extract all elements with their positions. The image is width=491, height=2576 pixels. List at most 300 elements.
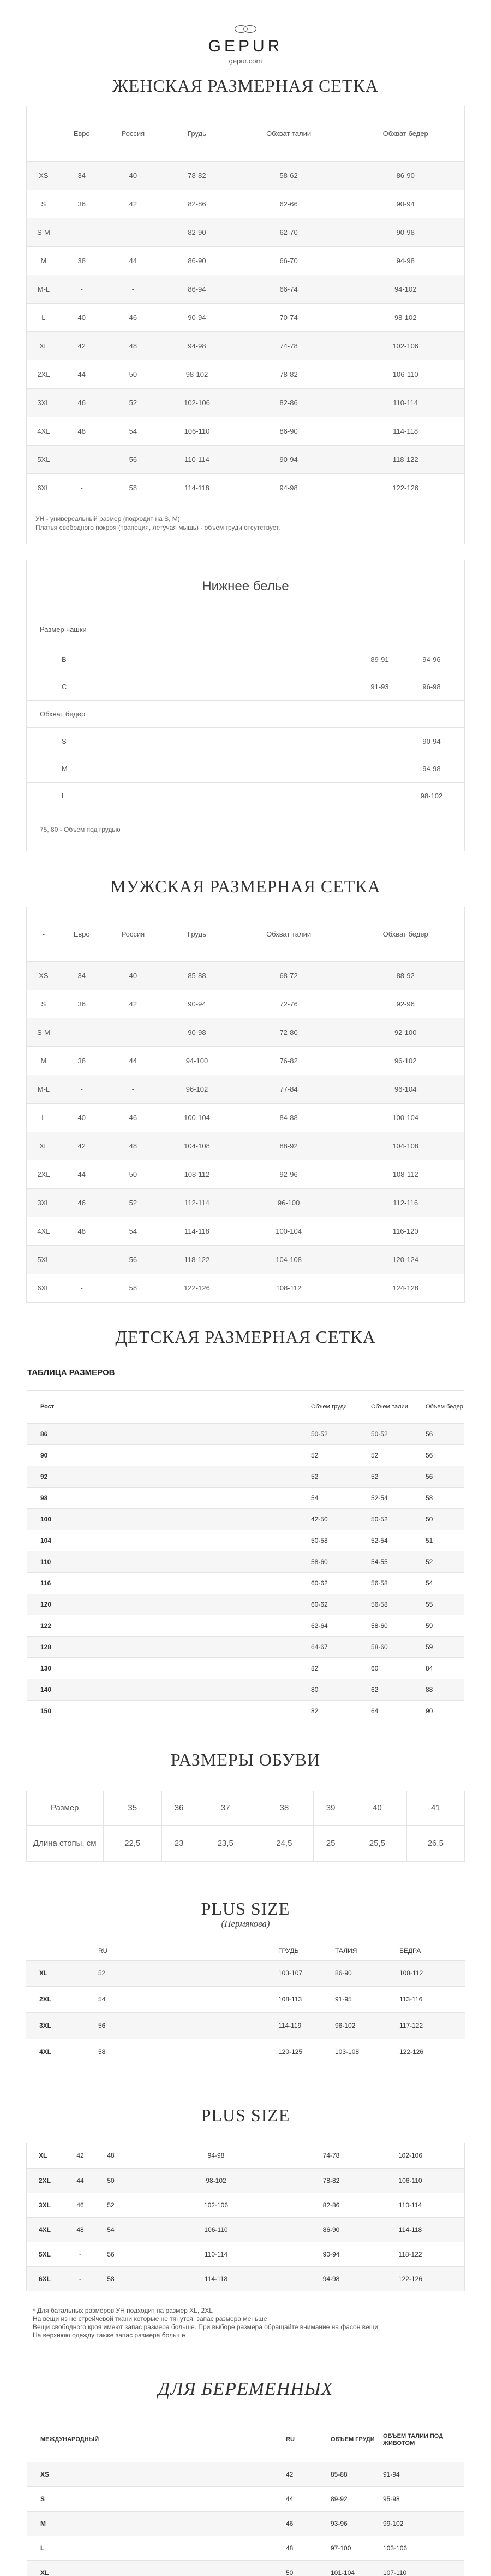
kids-subtitle: ТАБЛИЦА РАЗМЕРОВ [27,1367,115,1377]
table-row [27,1487,464,1508]
table-row [27,473,464,502]
table-cell: - [103,1075,163,1104]
table-cell: 82-86 [306,2193,356,2217]
table-cell: - [65,2266,95,2291]
table-cell: 120-124 [346,1246,464,1274]
table-cell: 74-78 [322,2152,340,2160]
pregnant-size-table [27,2418,464,2576]
table-cell: 56 [426,1444,464,1466]
table-cell: M-L [27,275,61,303]
table-cell: 95-98 [383,2486,464,2511]
table-cell: 94-96 [399,646,464,673]
table-cell: 3XL [27,2193,65,2217]
table-cell: 86-90 [346,161,464,190]
table-cell: 93-96 [331,2511,383,2536]
table-cell: 35 [103,1791,162,1825]
table-cell: 6XL [27,2266,65,2291]
shoes-size-table [26,1791,465,1862]
table-row [26,1986,465,2012]
table-cell: 66-74 [231,275,347,303]
table-cell: 34 [61,962,103,990]
table-row [27,646,464,673]
table-cell: 59 [426,1636,464,1657]
table-cell: 112-116 [346,1189,464,1217]
table-cell: 94-102 [346,275,464,303]
table-cell: 4XL [27,417,61,445]
table-row [27,2560,464,2576]
table-cell: 108-112 [346,1160,464,1189]
table-cell: 104 [27,1530,311,1551]
table-cell: 150 [27,1700,311,1721]
table-row [27,2168,464,2193]
table-cell: 46 [61,1189,103,1217]
table-cell: 52-54 [371,1530,426,1551]
table-row [27,331,464,360]
table-cell: 54 [95,2217,126,2242]
women-header-row [27,106,464,161]
table-cell: XL [27,2560,286,2576]
brand-header [0,0,491,65]
table-cell: 52 [371,1466,426,1487]
table-cell: 5XL [27,445,61,473]
table-cell: 98-102 [126,2168,306,2193]
col-header: Грудь [188,929,206,938]
col-header: RU [286,2436,295,2443]
table-cell: 82-86 [163,190,231,218]
table-cell: 94-98 [399,755,464,783]
table-cell: 54 [98,1986,278,2012]
kids-size-table [27,1368,464,1722]
table-cell: 48 [103,331,163,360]
table-cell: 107-110 [383,2560,464,2576]
table-cell: 34 [61,161,103,190]
table-cell: 90 [426,1700,464,1721]
note-line: * Для батальных размеров УН подходит на размер XL, 2XL [33,2307,213,2314]
col-header: Россия [121,929,145,938]
table-row [27,1018,464,1047]
table-cell: 94-100 [163,1047,231,1075]
table-cell: 24,5 [255,1825,314,1861]
table-cell: 58 [426,1487,464,1508]
table-cell: 82 [311,1657,371,1679]
table-cell: 118-122 [346,445,464,473]
table-row [27,2217,464,2242]
table-cell: 100 [27,1508,311,1530]
table-cell: 50-52 [371,1423,426,1444]
table-cell [26,1941,98,1960]
women-size-table [26,106,465,544]
table-row [27,1657,464,1679]
table-cell: 90-94 [399,728,464,755]
table-cell: S-M [27,218,61,246]
table-row [27,360,464,388]
table-cell: 106-110 [346,360,464,388]
table-cell: 25 [314,1825,348,1861]
table-cell: 98 [27,1487,311,1508]
plus-size-2-title: PLUS SIZE [201,2105,290,2125]
table-cell: 84-88 [231,1104,347,1132]
table-cell: 106-110 [163,417,231,445]
table-cell: 82 [311,1700,371,1721]
women-note [27,502,464,544]
table-cell: 108-112 [399,1960,465,1986]
table-row [27,1508,464,1530]
table-cell: 74-78 [231,331,347,360]
table-row [26,1960,465,1986]
table-cell: 40 [103,161,163,190]
table-cell: 48 [286,2536,331,2560]
table-cell: - [103,1018,163,1047]
table-cell: 50 [426,1508,464,1530]
table-row [27,303,464,331]
table-cell: L [27,1104,61,1132]
table-cell: 2XL [27,1160,61,1189]
table-row [26,2012,465,2039]
table-row [27,728,464,755]
table-cell: 100-104 [231,1217,347,1246]
table-cell: 104-108 [346,1132,464,1160]
table-cell: 23,5 [196,1825,255,1861]
table-cell: 91-93 [361,673,399,701]
hips-label: Обхват бедер [27,701,361,728]
table-cell: 38 [255,1791,314,1825]
table-cell: 41 [406,1791,464,1825]
table-cell: 48 [61,417,103,445]
table-cell: 62-64 [311,1615,371,1636]
table-row [27,1530,464,1551]
brand-name: GEPUR [208,37,283,55]
table-cell: S [27,2486,286,2511]
table-cell: M [27,2511,286,2536]
table-cell: M-L [27,1075,61,1104]
table-cell: 56 [95,2242,126,2266]
table-cell: XL [26,1960,98,1986]
table-row [27,1104,464,1132]
table-row [27,1636,464,1657]
table-cell: 90-98 [346,218,464,246]
col-header: RU [98,1946,108,1955]
table-cell: 64 [371,1700,426,1721]
underwear-title: Нижнее белье [202,579,289,594]
table-row [27,1700,464,1721]
note-line: Платья свободного покроя (трапеция, летучая мышь) - объем груди отсутствует. [35,524,280,531]
table-cell: 92 [27,1466,311,1487]
table-cell: 102-106 [163,388,231,417]
brand-url[interactable]: gepur.com [229,57,262,65]
table-cell: L [27,783,361,810]
col-header: Обхват бедер [382,129,428,138]
table-cell: XL [39,2152,47,2160]
table-cell: 52 [311,1444,371,1466]
table-cell: 37 [196,1791,255,1825]
men-title: МУЖСКАЯ РАЗМЕРНАЯ СЕТКА [110,876,381,896]
table-row [27,2266,464,2291]
table-cell: 40 [103,962,163,990]
table-cell: 48 [61,1217,103,1246]
table-cell: 122-126 [399,2039,465,2065]
note-line: На вещи из не стрейчевой ткани которые не тянутся, запас размера меньше [33,2315,267,2323]
table-cell: 58-60 [311,1551,371,1572]
table-cell: 120 [27,1594,311,1615]
table-cell: 52 [426,1551,464,1572]
col-header: Рост [27,1390,311,1423]
table-cell: 72-80 [231,1018,347,1047]
table-cell: 110 [27,1551,311,1572]
table-cell: 88 [426,1679,464,1700]
table-cell: 108-112 [163,1160,231,1189]
table-row [27,1615,464,1636]
table-row [27,2193,464,2217]
table-cell: 36 [162,1791,196,1825]
table-cell: 50-52 [311,1423,371,1444]
table-cell: 89-91 [361,646,399,673]
table-cell: 44 [103,246,163,275]
table-row [27,1132,464,1160]
table-cell: 59 [426,1615,464,1636]
table-cell: 46 [286,2511,331,2536]
table-cell: XL [27,1132,61,1160]
table-cell: 62 [371,1679,426,1700]
table-cell: 66-70 [231,246,347,275]
table-cell: 40 [61,303,103,331]
table-row [27,990,464,1018]
table-cell: 122-126 [163,1274,231,1302]
col-header: ОБЪЕМ ТАЛИИ ПОД ЖИВОТОМ [383,2432,444,2447]
plus-size-table [26,1941,465,2065]
table-cell: S [27,190,61,218]
table-cell: 85-88 [331,2462,383,2486]
table-cell: 51 [426,1530,464,1551]
table-cell: 2XL [27,2168,65,2193]
women-title: ЖЕНСКАЯ РАЗМЕРНАЯ СЕТКА [112,76,379,96]
table-row [27,1047,464,1075]
table-cell: 76-82 [231,1047,347,1075]
table-cell: 122 [27,1615,311,1636]
table-row [27,1444,464,1466]
table-cell: 124-128 [346,1274,464,1302]
table-cell: 98-102 [399,783,464,810]
table-cell: 42 [61,331,103,360]
table-cell: 62-70 [231,218,347,246]
table-cell: 52 [371,1444,426,1466]
table-cell: 46 [103,303,163,331]
table-cell: 54-55 [371,1551,426,1572]
table-cell: 42 [61,1132,103,1160]
table-cell: - [61,1075,103,1104]
table-cell: 3XL [26,2012,98,2039]
men-header-row [27,907,464,962]
table-row [27,246,464,275]
table-cell: 3XL [27,1189,61,1217]
table-cell: S [27,990,61,1018]
table-row [27,218,464,246]
table-cell: 60-62 [311,1572,371,1594]
table-cell: 96-100 [231,1189,347,1217]
table-cell: 106-110 [356,2168,464,2193]
table-cell: 56 [426,1423,464,1444]
table-row [27,673,464,701]
table-row [27,190,464,218]
table-cell: 58-60 [371,1615,426,1636]
table-cell: 36 [61,190,103,218]
table-cell: 55 [426,1594,464,1615]
table-row [27,161,464,190]
table-cell: 86-90 [163,246,231,275]
table-cell: 52-54 [371,1487,426,1508]
table-cell: 44 [286,2486,331,2511]
table-cell: 114-118 [163,473,231,502]
note-line: На верхнюю одежду также запас размера больше [33,2331,185,2339]
table-row [27,1274,464,1302]
table-row [26,2039,465,2065]
table-cell: 94-98 [163,331,231,360]
table-cell: 86-90 [306,2217,356,2242]
table-cell: 46 [103,1104,163,1132]
table-cell: 60 [371,1657,426,1679]
table-cell: 78-82 [163,161,231,190]
col-header: Грудь [188,129,206,138]
table-cell: 54 [103,1217,163,1246]
table-cell: 58-62 [231,161,347,190]
table-cell: 99-102 [383,2511,464,2536]
table-cell: 4XL [26,2039,98,2065]
table-row [27,2486,464,2511]
table-cell: 114-118 [126,2266,306,2291]
table-cell: 26,5 [406,1825,464,1861]
underwear-table [26,560,465,851]
table-cell: 110-114 [356,2193,464,2217]
col-header: - [42,929,45,938]
table-cell: 103-108 [335,2039,399,2065]
table-cell: 90-94 [231,445,347,473]
table-cell: S [27,728,361,755]
table-cell: 100-104 [346,1104,464,1132]
table-cell: 118-122 [163,1246,231,1274]
table-cell: 92-96 [231,1160,347,1189]
table-cell: 86 [27,1423,311,1444]
table-row [27,2536,464,2560]
plus-size-2-table [26,2143,465,2291]
table-row [27,1551,464,1572]
table-row [27,613,464,646]
table-cell: 101-104 [331,2560,383,2576]
table-cell: 84 [426,1657,464,1679]
table-cell: 116 [27,1572,311,1594]
table-row [27,962,464,990]
table-cell: 6XL [27,473,61,502]
table-cell: 48 [107,2152,115,2160]
table-cell: 56 [98,2012,278,2039]
table-row [27,445,464,473]
col-header: Обхват талии [266,129,312,138]
table-cell: - [61,1018,103,1047]
pregnant-header-row [27,2418,464,2462]
table-cell: 98-102 [163,360,231,388]
table-cell: 82-86 [231,388,347,417]
table-cell: 122-126 [356,2266,464,2291]
table-cell: 3XL [27,388,61,417]
plus-size-title: PLUS SIZE [201,1899,290,1918]
table-cell: 90-98 [163,1018,231,1047]
table-cell: 92-100 [346,1018,464,1047]
table-row [27,2462,464,2486]
table-cell: 114-118 [346,417,464,445]
table-cell: 80 [311,1679,371,1700]
table-cell: 114-119 [278,2012,335,2039]
plus-size-subtitle: (Пермякова) [221,1918,270,1929]
table-cell: 94-98 [231,473,347,502]
foot-length-label: Длина стопы, см [27,1825,103,1861]
table-cell: 5XL [27,1246,61,1274]
table-row [27,783,464,810]
table-cell: 52 [103,388,163,417]
table-cell: 78-82 [306,2168,356,2193]
cup-label: Размер чашки [27,613,361,646]
col-header: ТАЛИЯ [335,1946,357,1955]
table-cell: 56 [103,1246,163,1274]
table-cell: 140 [27,1679,311,1700]
table-cell: 2XL [27,360,61,388]
table-cell: 40 [348,1791,407,1825]
table-cell: XS [27,161,61,190]
table-row [27,1217,464,1246]
table-row [27,1594,464,1615]
table-cell: - [61,1274,103,1302]
table-cell: 104-108 [231,1246,347,1274]
table-cell: 90-94 [346,190,464,218]
table-cell: 103-107 [278,1960,335,1986]
table-cell: 6XL [27,1274,61,1302]
table-row [27,755,464,783]
table-row [27,417,464,445]
table-cell: 97-100 [331,2536,383,2560]
table-cell: 90 [27,1444,311,1466]
table-cell: 122-126 [346,473,464,502]
note-line: Вещи свободного кроя имеют запас размера больше. При выборе размера обращайте внимание на фасон вещи [33,2323,379,2331]
table-cell: 110-114 [163,445,231,473]
table-cell: 25,5 [348,1825,407,1861]
table-cell: 39 [314,1791,348,1825]
table-cell: 56-58 [371,1594,426,1615]
kids-header-row [27,1390,464,1423]
table-cell: 90-94 [306,2242,356,2266]
table-cell: L [27,303,61,331]
table-cell: 38 [61,246,103,275]
table-cell: - [103,275,163,303]
table-cell: 50 [95,2168,126,2193]
col-header: Евро [73,929,90,938]
table-cell: 102-106 [126,2193,306,2217]
table-cell: 88-92 [346,962,464,990]
table-cell: 89-92 [331,2486,383,2511]
table-cell: 22,5 [103,1825,162,1861]
col-header: МЕЖДУНАРОДНЫЙ [40,2436,99,2443]
table-row [27,275,464,303]
table-cell: 48 [103,1132,163,1160]
table-cell: 52 [95,2193,126,2217]
table-cell: 42 [286,2462,331,2486]
table-cell: 112-114 [163,1189,231,1217]
table-cell: 42 [103,990,163,1018]
table-row [27,1075,464,1104]
table-row [27,2242,464,2266]
table-cell: 120-125 [278,2039,335,2065]
table-cell: 118-122 [356,2242,464,2266]
table-cell: 23 [162,1825,196,1861]
table-cell: 104-108 [163,1132,231,1160]
table-row [27,1189,464,1217]
table-row [27,1679,464,1700]
